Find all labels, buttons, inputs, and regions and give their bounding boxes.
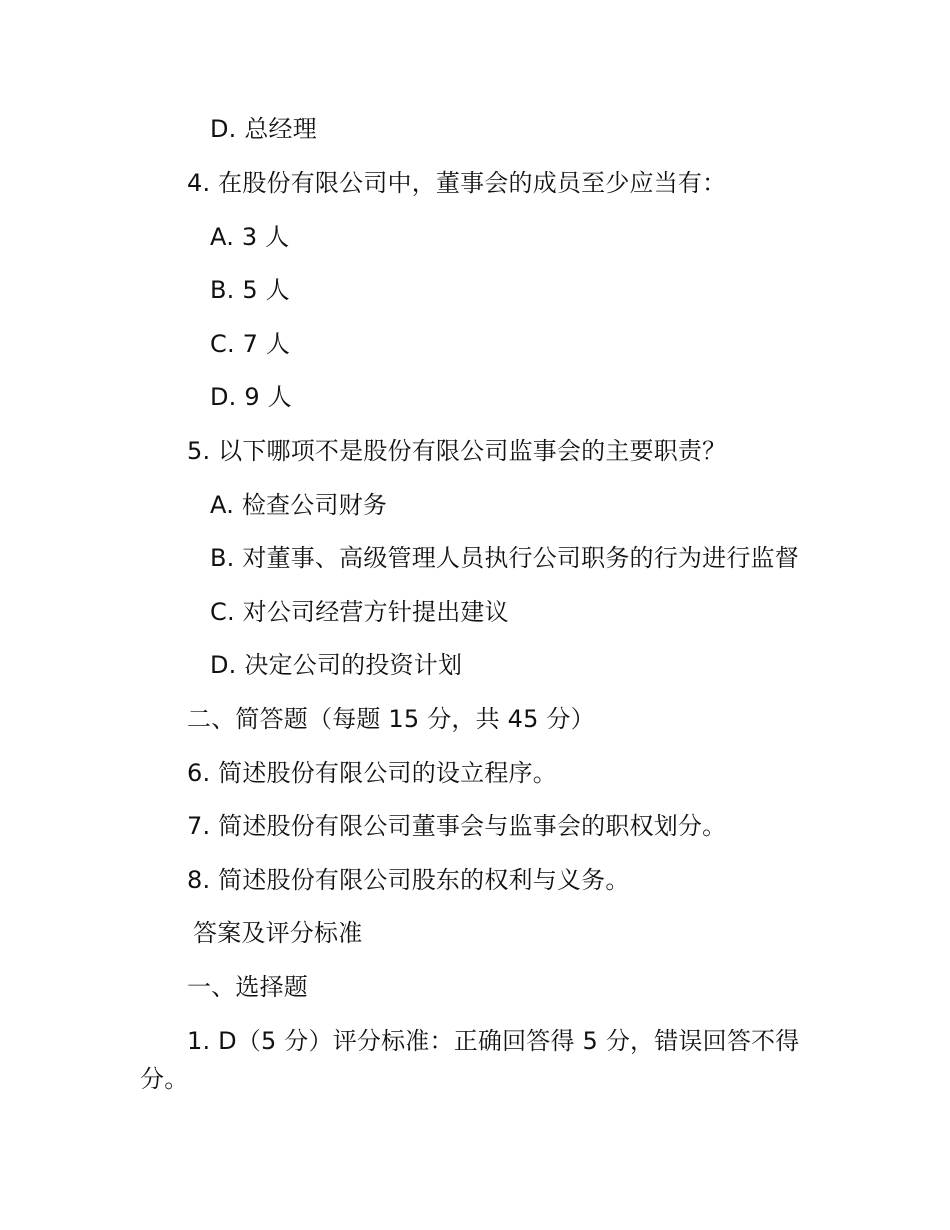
q5-option-d: D. 决定公司的投资计划 — [210, 651, 463, 679]
q7-question: 7. 简述股份有限公司董事会与监事会的职权划分。 — [187, 812, 727, 840]
q3-option-d: D. 总经理 — [210, 115, 317, 143]
q4-question: 4. 在股份有限公司中，董事会的成员至少应当有： — [187, 169, 727, 197]
q4-option-c: C. 7 人 — [210, 330, 291, 358]
answers-title: 答案及评分标准 — [193, 919, 363, 947]
q4-option-d: D. 9 人 — [210, 383, 292, 411]
answer-1-line-2: 分。 — [140, 1065, 189, 1093]
q4-option-b: B. 5 人 — [210, 276, 290, 304]
q5-option-a: A. 检查公司财务 — [210, 491, 388, 519]
answers-section-one: 一、选择题 — [187, 973, 308, 1001]
section-two-heading: 二、简答题（每题 15 分，共 45 分） — [187, 705, 595, 733]
q6-question: 6. 简述股份有限公司的设立程序。 — [187, 759, 557, 787]
answer-1-line-1: 1. D（5 分）评分标准：正确回答得 5 分，错误回答不得 — [187, 1027, 800, 1055]
q5-option-c: C. 对公司经营方针提出建议 — [210, 598, 509, 626]
q5-option-b: B. 对董事、高级管理人员执行公司职务的行为进行监督 — [210, 544, 799, 572]
q4-option-a: A. 3 人 — [210, 223, 290, 251]
q8-question: 8. 简述股份有限公司股东的权利与义务。 — [187, 866, 630, 894]
q5-question: 5. 以下哪项不是股份有限公司监事会的主要职责？ — [187, 437, 727, 465]
